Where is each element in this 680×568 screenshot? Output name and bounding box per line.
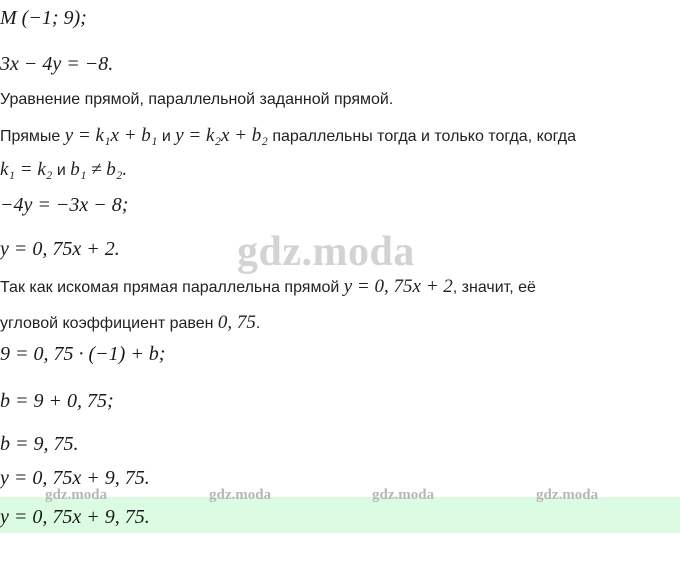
watermark-small-4: gdz.moda — [536, 487, 599, 503]
reasoning-formula: y = 0, 75x + 2 — [343, 276, 453, 297]
step-b-value: b = 9, 75. — [0, 433, 79, 455]
parallel-condition-text-3: параллельны тогда и только тогда, когда — [267, 128, 577, 145]
line-1-formula: y = k₁x + b₁ — [64, 125, 158, 146]
reasoning-text-1: Так как искомая прямая параллельна прямой — [0, 279, 344, 296]
reasoning-text-2: , значит, её — [452, 279, 536, 296]
parallel-condition-formula — [0, 160, 127, 179]
reasoning-text-4: . — [255, 315, 261, 332]
line-2-formula: y = k₂x + b₂ — [175, 125, 268, 146]
section-heading: Уравнение прямой, параллельной заданной прямой. — [0, 91, 394, 108]
slope-equality: k₁ = k₂ — [0, 159, 53, 180]
step-rearrange: −4y = −3x − 8; — [0, 194, 129, 216]
watermark-small-3: gdz.moda — [372, 487, 435, 503]
watermark-small-2: gdz.moda — [209, 487, 272, 503]
watermark-small-1: gdz.moda — [45, 487, 108, 503]
given-equation: 3x − 4y = −8. — [0, 53, 114, 75]
step-result: y = 0, 75x + 9, 75. — [0, 467, 150, 489]
watermark-large: gdz.moda — [237, 229, 415, 275]
reasoning-text-3: угловой коэффициент равен — [0, 315, 218, 332]
intercept-inequality: b₁ ≠ b₂. — [70, 159, 128, 180]
given-point: M (−1; 9); — [0, 7, 87, 29]
parallel-condition-text-4: и — [52, 162, 71, 179]
step-slope-form: y = 0, 75x + 2. — [0, 238, 120, 260]
parallel-condition — [0, 126, 576, 145]
parallel-condition-text-1: Прямые — [0, 128, 65, 145]
final-answer: y = 0, 75x + 9, 75. — [0, 506, 150, 528]
step-substitute: 9 = 0, 75 · (−1) + b; — [0, 343, 166, 365]
reasoning-line-2 — [0, 313, 260, 332]
step-solve-b: b = 9 + 0, 75; — [0, 390, 114, 412]
slope-value: 0, 75 — [217, 312, 256, 333]
parallel-condition-text-2: и — [157, 128, 176, 145]
reasoning-line-1 — [0, 277, 536, 296]
